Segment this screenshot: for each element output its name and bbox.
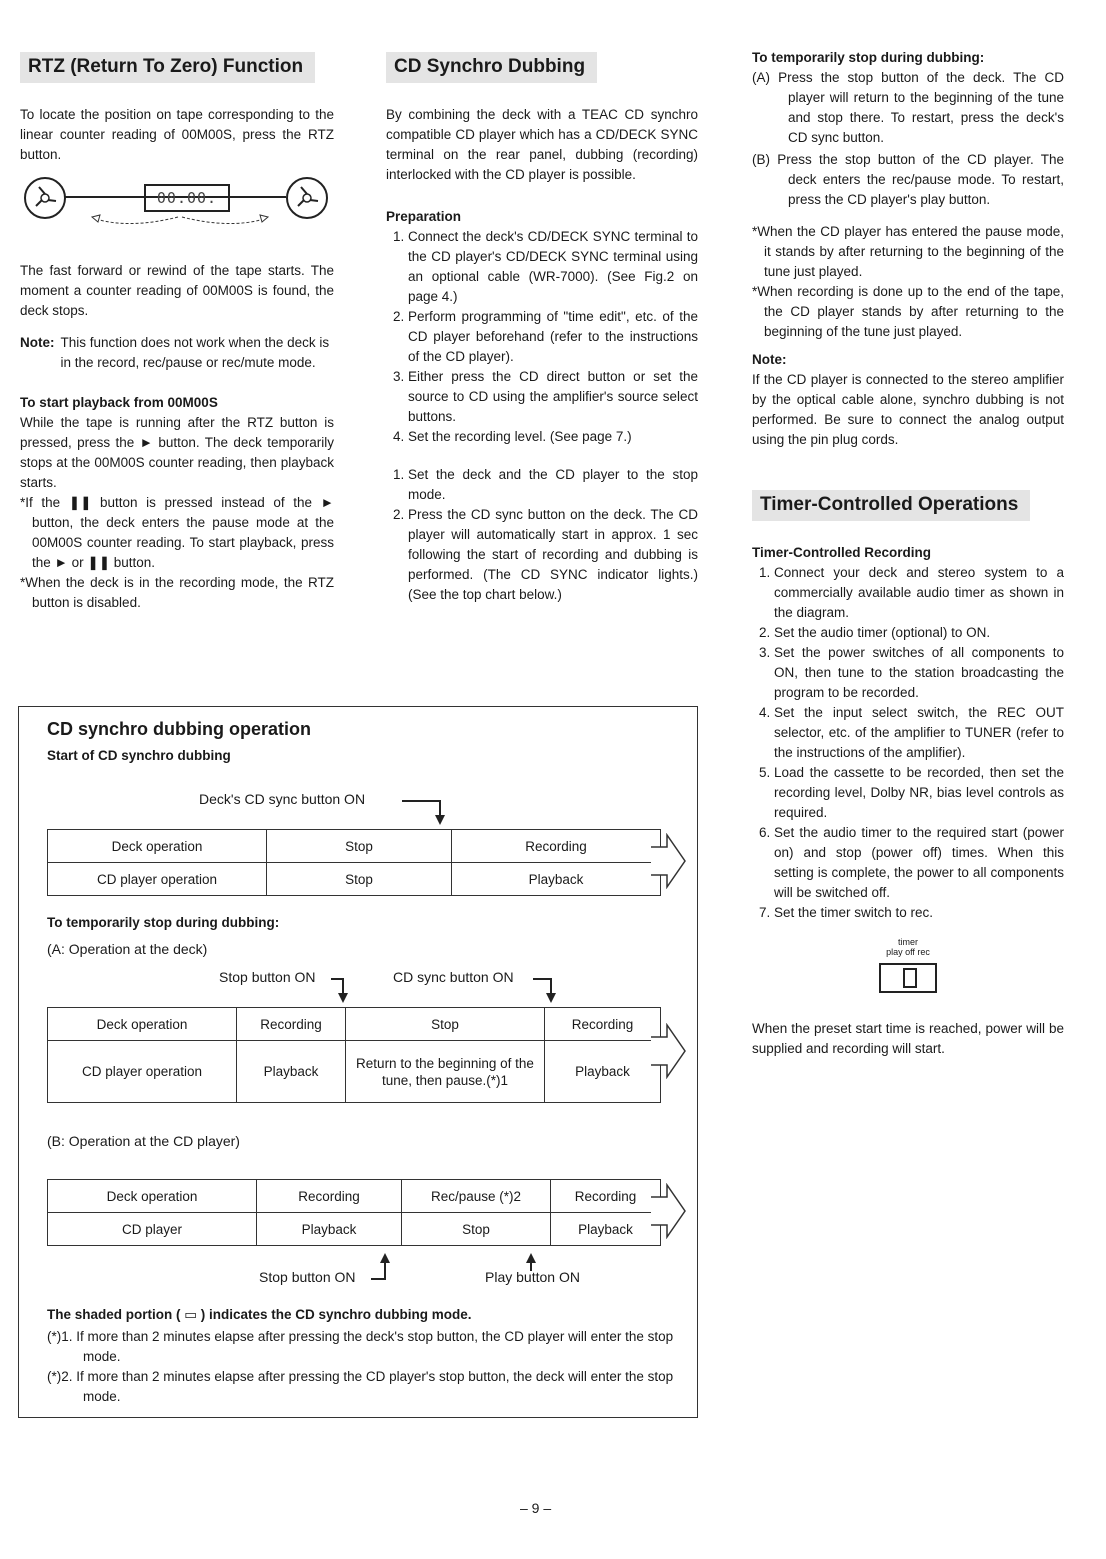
play-on-label: Play button ON [485,1269,580,1285]
right-column [752,48,1064,1071]
timer-step-3: 3. Set the power switches of all components to ON, then tune to the station broadcasting the program to be recorded. [774,643,1064,703]
stop-on2-label: Stop button ON [259,1269,356,1285]
stop-star-1: *When the CD player has entered the pause mode, it stands by after returning to the beginning of the tune just played. [752,224,1064,279]
stop-on-label: Stop button ON [219,969,316,985]
timer-fig-label: timer [898,937,918,947]
table-row: Deck operation Recording Rec/pause (*)2 Recording [48,1180,661,1213]
sync-intro: By combining the deck with a TEAC CD synchro compatible CD player which has a CD/DECK SYNC terminal on the rear panel, dubbing (recording) interlocked with the CD player is possible. [386,107,698,182]
prep-step-1: 1. Connect the deck's CD/DECK SYNC terminal to the CD player's CD/DECK SYNC terminal using an optional cable (WR-7000). (See Fig.2 on page 4.) [408,227,698,307]
rtz-star-note-2: *When the deck is in the recording mode, the RTZ button is disabled. [20,575,334,610]
stop-note-label: Note: [752,352,787,367]
rtz-note-text: This function does not work when the deck is in the record, rec/pause or rec/mute mode. [60,335,330,370]
table-row: Deck operation Stop Recording [48,830,661,863]
start-title: Start of CD synchro dubbing [47,748,231,763]
box-stop-title: To temporarily stop during dubbing: [47,915,280,930]
table-row: CD player Playback Stop Playback [48,1213,661,1246]
footnote-1: (*)1. If more than 2 minutes elapse after pressing the deck's stop button, the CD player will enter the stop mode. [47,1329,674,1364]
rtz-intro: To locate the position on tape corresponding to the linear counter reading of 00M00S, press the RTZ button. [20,107,334,162]
cdsync-on-label: CD sync button ON [393,969,514,985]
prep-step-3: 3. Either press the CD direct button or set the source to CD using the amplifier's source select buttons. [408,367,698,427]
b-label: (B: Operation at the CD player) [47,1133,240,1149]
continue-arrow-icon [649,1183,689,1239]
sync-section [386,52,698,613]
rtz-diagram [20,177,334,253]
table-row: CD player operation Stop Playback [48,863,661,896]
a-label: (A: Operation at the deck) [47,941,208,957]
rtz-title: RTZ (Return To Zero) Function [20,52,315,83]
table-row: CD player operation Playback Return to the beginning of the tune, then pause.(*)1 Playback [48,1041,661,1103]
timer-switch-figure [752,937,1064,999]
stop-note: If the CD player is connected to the stereo amplifier by the optical cable alone, synchro dubbing is not performed. Be sure to connect the analog output using the pin plug cords. [752,372,1064,447]
timer-switch-icon [879,963,937,993]
page-number: – 9 – [520,1500,552,1516]
rtz-note-label: Note: [20,335,55,350]
direction-arrows-icon [90,213,270,233]
timer-step-2: 2. Set the audio timer (optional) to ON. [774,623,1064,643]
arrow-deck-sync-icon [402,797,462,827]
deck-sync-label: Deck's CD sync button ON [199,791,366,807]
timer-sub: Timer-Controlled Recording [752,545,932,560]
shaded-note: The shaded portion ( ▭ ) indicates the CD synchro dubbing mode. [47,1307,472,1322]
table-row: Deck operation Recording Stop Recording [48,1008,661,1041]
rtz-after: The fast forward or rewind of the tape starts. The moment a counter reading of 00M00S is found, the deck stops. [20,263,334,318]
sync-step-2: 2. Press the CD sync button on the deck. The CD player will automatically start in approx. 1 sec following the start of recording and dubbing is performed. (The CD SYNC indicator lights.) (See the top chart below.) [408,505,698,605]
timer-title: Timer-Controlled Operations [752,490,1030,521]
counter-display: 00.00. [144,184,230,212]
stop-b: (B) Press the stop button of the CD player. The deck enters the rec/pause mode. To restart, press the CD player's play button. [752,152,1064,207]
footnote-2: (*)2. If more than 2 minutes elapse after pressing the CD player's stop button, the deck will enter the stop mode. [47,1369,674,1404]
timer-fig-positions: play off rec [886,947,930,957]
sync-title: CD Synchro Dubbing [386,52,597,83]
timer-step-7: 7. Set the timer switch to rec. [774,903,1064,923]
right-reel-icon [286,177,328,219]
timer-step-4: 4. Set the input select switch, the REC OUT selector, etc. of the amplifier to TUNER (refer to the instructions of the amplifier). [774,703,1064,763]
prep-step-4: 4. Set the recording level. (See page 7.) [408,427,698,447]
table-deck-stop [47,1007,661,1103]
arrow-stop-on-icon [331,975,355,1005]
stop-star-2: *When recording is done up to the end of the tape, the CD player stands by after returning to the beginning of the tune just played. [752,284,1064,339]
arrow-cdsync-on-icon [533,975,557,1005]
table-start [47,829,661,896]
sync-step-1: 1. Set the deck and the CD player to the stop mode. [408,465,698,505]
arrow-stop-on2-icon [369,1249,399,1285]
timer-step-5: 5. Load the cassette to be recorded, then set the recording level, Dolby NR, bias level controls as required. [774,763,1064,823]
rtz-star-note-1: *If the ❚❚ button is pressed instead of the ► button, the deck enters the pause mode at the 00M00S counter reading. To start playback, press the ► or ❚❚ button. [20,495,334,570]
box-title: CD synchro dubbing operation [47,719,311,739]
left-reel-icon [24,177,66,219]
playback-title: To start playback from 00M00S [20,395,218,410]
timer-step-1: 1. Connect your deck and stereo system to a commercially available audio timer as shown in the diagram. [774,563,1064,623]
stop-a: (A) Press the stop button of the deck. The CD player will return to the beginning of the tune and stop there. To restart, press the deck's CD sync button. [752,70,1064,145]
rtz-section [20,52,334,621]
continue-arrow-icon [649,1023,689,1079]
operation-box [18,706,698,1418]
playback-text: While the tape is running after the RTZ button is pressed, press the ► button. The deck temporarily stops at the 00M00S counter reading, then playback starts. [20,415,334,490]
timer-outro: When the preset start time is reached, power will be supplied and recording will start. [752,1021,1064,1056]
rtz-note [20,333,334,373]
timer-step-6: 6. Set the audio timer to the required start (power on) and stop (power off) times. When this setting is complete, the power to all components will be switched off. [774,823,1064,903]
continue-arrow-icon [649,833,689,889]
table-cd-stop [47,1179,661,1246]
stop-title: To temporarily stop during dubbing: [752,50,985,65]
prep-title: Preparation [386,209,462,224]
prep-step-2: 2. Perform programming of "time edit", etc. of the CD player beforehand (refer to the instructions of the CD player). [408,307,698,367]
